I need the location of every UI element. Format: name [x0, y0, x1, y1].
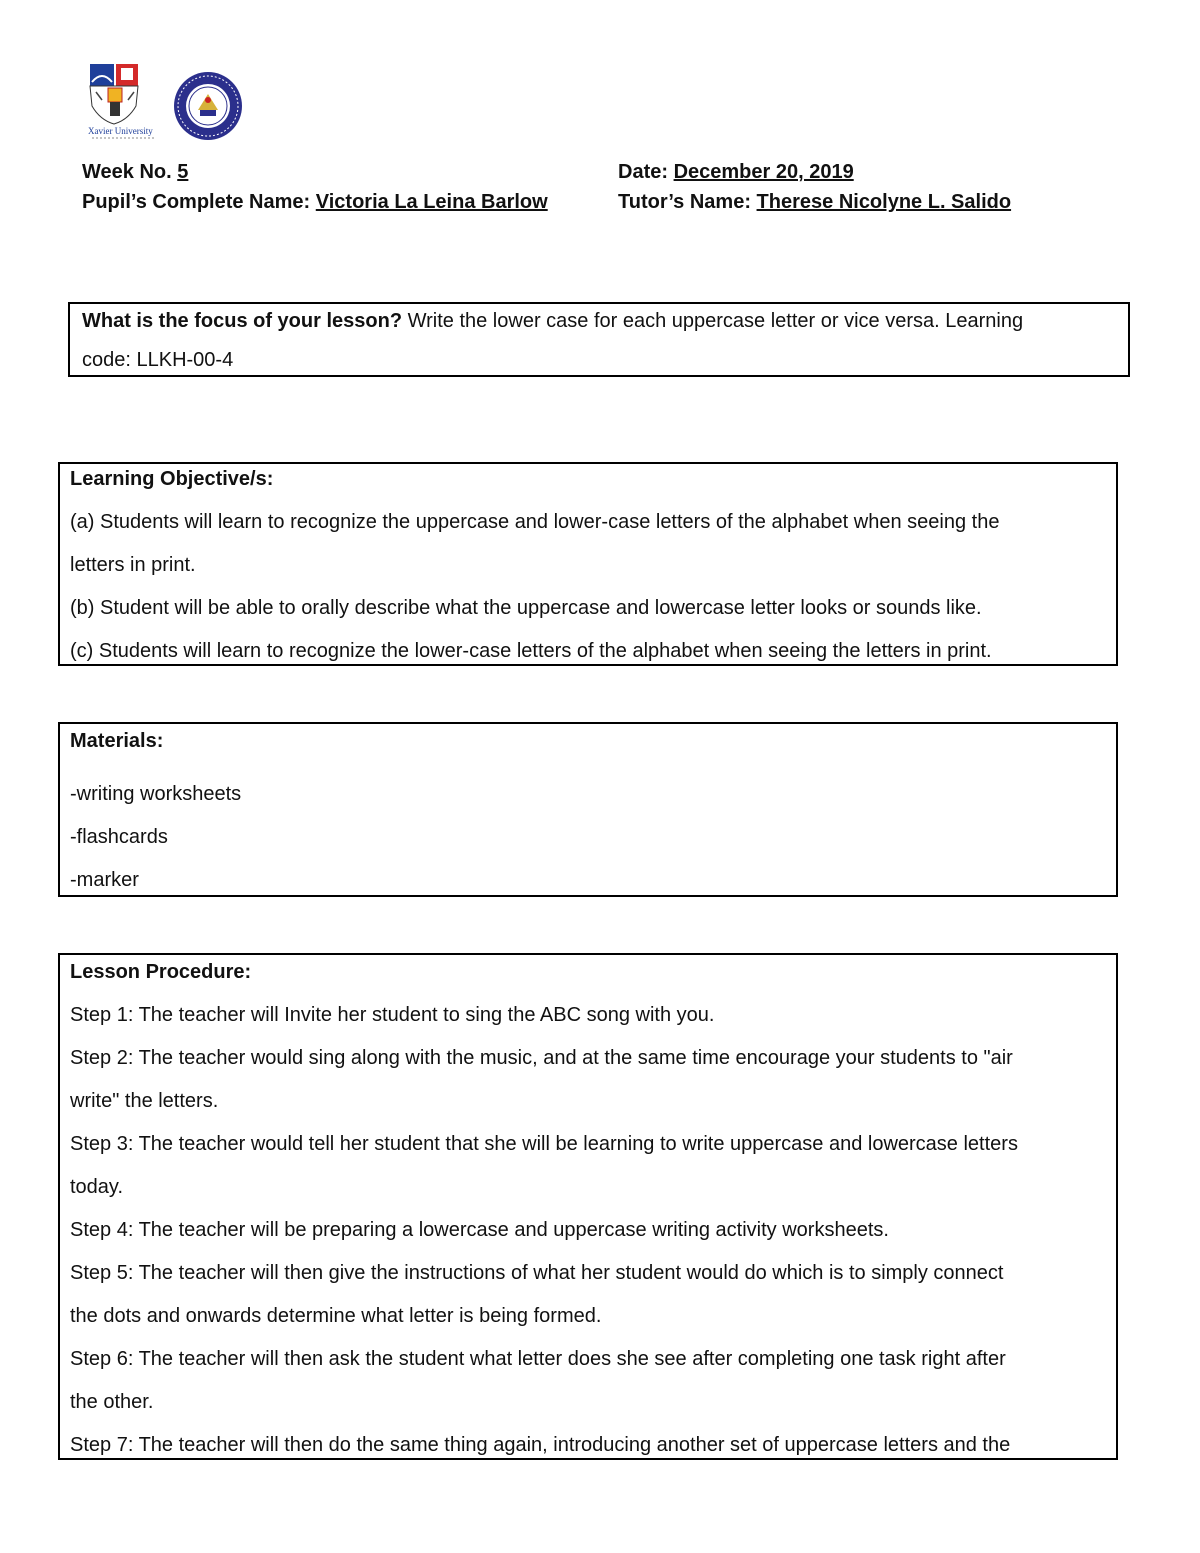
date-value: December 20, 2019: [673, 161, 854, 183]
focus-box: [68, 302, 1130, 377]
xu-logo-text: Xavier University: [88, 126, 153, 136]
pupil-label: Pupil’s Complete Name:: [82, 191, 311, 213]
procedure-line: Step 5: The teacher will then give the instructions of what her student would do which is to simply connect: [70, 1262, 1004, 1284]
focus-line-1: [82, 300, 1116, 343]
objective-line: letters in print.: [70, 554, 196, 576]
procedure-line: Step 1: The teacher will Invite her student to sing the ABC song with you.: [70, 1004, 715, 1026]
date-field: [618, 160, 854, 184]
tutor-label: Tutor’s Name:: [618, 191, 751, 213]
materials-box: [58, 722, 1118, 897]
objective-line: (c) Students will learn to recognize the lower-case letters of the alphabet when seeing the letters in print.: [70, 640, 992, 662]
procedure-box: [58, 953, 1118, 1460]
procedure-line: Step 3: The teacher would tell her student that she will be learning to write uppercase and lowercase letters: [70, 1133, 1018, 1155]
material-item: -marker: [70, 869, 139, 891]
objectives-box: [58, 462, 1118, 666]
tutor-value: Therese Nicolyne L. Salido: [756, 191, 1012, 213]
pupil-value: Victoria La Leina Barlow: [315, 191, 548, 213]
pupil-name-field: [82, 190, 548, 214]
week-value: 5: [177, 161, 189, 183]
material-item: -writing worksheets: [70, 783, 242, 805]
focus-text: Write the lower case for each uppercase letter or vice versa. Learning: [407, 310, 1024, 332]
objectives-title: Learning Objective/s:: [70, 468, 274, 490]
material-item: -flashcards: [70, 826, 168, 848]
objective-line: (a) Students will learn to recognize the uppercase and lower-case letters of the alphabet when seeing the: [70, 511, 1000, 533]
procedure-line: Step 4: The teacher will be preparing a lowercase and uppercase writing activity worksheets.: [70, 1219, 889, 1241]
focus-label: What is the focus of your lesson?: [82, 310, 403, 332]
procedure-line: Step 2: The teacher would sing along with the music, and at the same time encourage your students to "air: [70, 1047, 1013, 1069]
procedure-line: the dots and onwards determine what letter is being formed.: [70, 1305, 602, 1327]
focus-line-2: code: LLKH-00-4: [82, 349, 234, 371]
procedure-line: write" the letters.: [70, 1090, 219, 1112]
week-label: Week No.: [82, 161, 172, 183]
procedure-line: Step 6: The teacher will then ask the student what letter does she see after completing one task right after: [70, 1348, 1006, 1370]
tutor-name-field: [618, 190, 1011, 214]
week-field: [82, 160, 188, 184]
xavier-university-logo: [88, 62, 160, 140]
procedure-line: Step 7: The teacher will then do the same thing again, introducing another set of uppercase letters and the: [70, 1434, 1011, 1456]
date-label: Date:: [618, 161, 669, 183]
school-seal-logo: [172, 70, 244, 142]
objective-line: (b) Student will be able to orally describe what the uppercase and lowercase letter looks or sounds like.: [70, 597, 982, 619]
procedure-title: Lesson Procedure:: [70, 961, 252, 983]
materials-title: Materials:: [70, 730, 164, 752]
procedure-line: the other.: [70, 1391, 154, 1413]
procedure-line: today.: [70, 1176, 123, 1198]
